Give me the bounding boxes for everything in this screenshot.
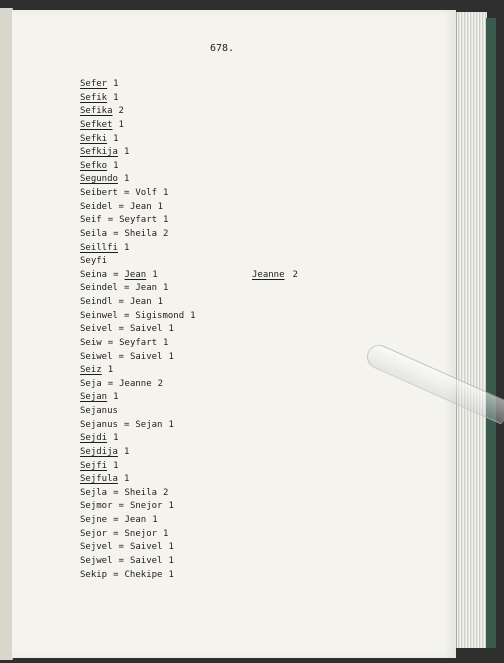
entry-count: 1 <box>163 215 169 226</box>
index-entry <box>80 133 196 147</box>
entry-name: Seibert <box>80 188 118 198</box>
entry-count: 2 <box>157 378 164 389</box>
entry-name: Sejfi <box>80 460 108 471</box>
equals-sign: = <box>113 269 119 280</box>
index-entry <box>80 364 196 378</box>
entry-equivalent: Chekipe <box>124 569 163 580</box>
entry-equivalent: Sejan <box>135 419 163 430</box>
entry-name: Sejor <box>80 528 108 539</box>
entry-equivalent: Jeanne <box>119 378 152 389</box>
entry-name: Seiz <box>80 365 102 376</box>
index-entry <box>80 228 196 242</box>
entry-name: Seila <box>80 228 108 239</box>
entry-count: 2 <box>163 228 169 239</box>
entry-count: 1 <box>152 515 158 525</box>
entry-count: 1 <box>163 528 169 539</box>
entry-count: 1 <box>163 188 169 198</box>
entry-equivalent: Jean <box>135 283 158 294</box>
index-entry <box>80 460 196 474</box>
equals-sign: = <box>107 337 114 348</box>
entry-count: 1 <box>113 79 119 89</box>
entry-equivalent: Volf <box>135 188 158 198</box>
book-cover-edge <box>486 18 496 648</box>
equals-sign: = <box>118 542 124 553</box>
entry-name: Sefika <box>80 106 113 117</box>
entry-equivalent: Jean <box>129 201 152 212</box>
entry-equivalent: Sigismond <box>135 310 185 321</box>
index-entry <box>80 269 298 283</box>
equals-sign: = <box>123 283 130 294</box>
entry-name: Sejdi <box>80 433 108 444</box>
index-entry <box>80 337 196 351</box>
entry-count: 1 <box>168 351 174 362</box>
index-entry <box>80 310 196 324</box>
index-entry <box>80 351 196 365</box>
equals-sign: = <box>107 378 114 389</box>
entry-secondary-equivalent <box>252 269 298 283</box>
entry-count: 1 <box>168 419 174 430</box>
entry-name: Sefket <box>80 119 113 130</box>
entry-count: 1 <box>123 174 130 185</box>
index-entry <box>80 500 196 514</box>
entry-count: 1 <box>157 201 164 212</box>
entry-equivalent: Seyfart <box>119 215 158 226</box>
equals-sign: = <box>118 555 124 566</box>
index-entry <box>80 419 196 433</box>
secondary-name: Jeanne <box>252 269 285 280</box>
entry-equivalent: Saivel <box>129 542 163 553</box>
entry-equivalent: Seyfart <box>119 337 158 348</box>
entry-name: Sefer <box>80 79 108 89</box>
index-entry <box>80 255 196 269</box>
entry-equivalent: Sheila <box>124 228 158 239</box>
name-index-list <box>80 78 298 582</box>
entry-count: 1 <box>113 133 119 144</box>
entry-name: Sejdija <box>80 446 118 457</box>
index-entry <box>80 296 196 310</box>
entry-name: Sejanus <box>80 419 118 430</box>
entry-count: 1 <box>118 119 124 130</box>
entry-name: Sefki <box>80 133 108 144</box>
index-entry <box>80 214 196 228</box>
entry-count: 1 <box>113 433 119 444</box>
entry-count: 1 <box>113 460 119 471</box>
entry-count: 2 <box>163 487 169 498</box>
index-entry <box>80 323 196 337</box>
equals-sign: = <box>107 215 114 226</box>
entry-name: Sefik <box>80 92 108 103</box>
entry-count: 1 <box>123 242 130 253</box>
index-entry <box>80 446 196 460</box>
equals-sign: = <box>118 351 124 362</box>
entry-count: 1 <box>168 555 174 566</box>
entry-equivalent: Jean <box>124 269 147 280</box>
entry-equivalent: Saivel <box>129 555 163 566</box>
entry-count: 1 <box>113 160 119 171</box>
entry-name: Seja <box>80 378 102 389</box>
entry-name: Sefkija <box>80 147 118 158</box>
entry-name: Seiw <box>80 337 102 348</box>
index-entry <box>80 405 196 419</box>
entry-name: Sefko <box>80 160 108 171</box>
entry-count: 1 <box>123 446 130 457</box>
equals-sign: = <box>113 569 119 580</box>
entry-name: Sekip <box>80 569 108 580</box>
entry-count: 1 <box>123 147 130 158</box>
equals-sign: = <box>123 310 130 321</box>
document-page <box>12 10 456 658</box>
equals-sign: = <box>118 324 124 335</box>
index-entry <box>80 541 196 555</box>
entry-name: Seiwel <box>80 351 113 362</box>
entry-name: Seyfi <box>80 256 108 267</box>
entry-name: Sejanus <box>80 406 118 416</box>
index-entry <box>80 555 196 569</box>
index-entry <box>80 92 196 106</box>
equals-sign: = <box>118 201 124 212</box>
entry-equivalent: Sheila <box>124 487 158 498</box>
entry-count: 1 <box>152 269 158 280</box>
entry-name: Sejan <box>80 392 108 403</box>
index-entry <box>80 569 196 583</box>
entry-name: Sejwel <box>80 555 113 566</box>
index-entry <box>80 160 196 174</box>
page-number: 678. <box>210 43 235 54</box>
entry-count: 1 <box>113 392 119 403</box>
entry-name: Sejfula <box>80 474 118 485</box>
entry-name: Segundo <box>80 174 118 185</box>
index-entry <box>80 242 196 256</box>
entry-equivalent: Jean <box>129 297 152 307</box>
entry-count: 1 <box>163 283 169 294</box>
index-entry <box>80 473 196 487</box>
entry-name: Seidel <box>80 201 113 212</box>
entry-name: Seinwel <box>80 310 118 321</box>
equals-sign: = <box>113 228 119 239</box>
entry-equivalent: Saivel <box>129 324 163 335</box>
entry-count: 1 <box>168 501 174 512</box>
index-entry <box>80 378 196 392</box>
index-entry <box>80 146 196 160</box>
entry-name: Sejla <box>80 487 108 498</box>
index-entry <box>80 432 196 446</box>
entry-name: Seivel <box>80 324 113 335</box>
secondary-count: 2 <box>292 269 298 280</box>
entry-count: 1 <box>168 324 174 335</box>
equals-sign: = <box>123 188 130 198</box>
entry-count: 1 <box>107 365 114 376</box>
entry-count: 2 <box>118 106 124 117</box>
entry-name: Seif <box>80 215 102 226</box>
index-entry <box>80 528 196 542</box>
index-entry <box>80 119 196 133</box>
entry-count: 1 <box>113 92 119 103</box>
entry-name: Sejvel <box>80 542 113 553</box>
entry-count: 1 <box>168 542 174 553</box>
entry-equivalent: Snejor <box>129 501 163 512</box>
index-entry <box>80 78 196 92</box>
entry-equivalent: Snejor <box>124 528 158 539</box>
equals-sign: = <box>113 528 119 539</box>
entry-name: Seindl <box>80 297 113 307</box>
entry-count: 1 <box>123 474 130 485</box>
entry-count: 1 <box>157 297 164 307</box>
entry-count: 1 <box>163 337 169 348</box>
index-entry <box>80 282 196 296</box>
entry-equivalent: Jean <box>124 515 147 525</box>
entry-name: Sejne <box>80 515 108 525</box>
equals-sign: = <box>118 297 124 307</box>
entry-equivalent: Saivel <box>129 351 163 362</box>
index-entry <box>80 487 196 501</box>
entry-name: Seillfi <box>80 242 118 253</box>
index-entry <box>80 187 196 201</box>
index-entry <box>80 105 196 119</box>
index-entry <box>80 201 196 215</box>
equals-sign: = <box>113 487 119 498</box>
equals-sign: = <box>118 501 124 512</box>
index-entry <box>80 514 196 528</box>
index-entry <box>80 173 196 187</box>
book-page-block <box>456 12 487 648</box>
entry-count: 1 <box>168 569 174 580</box>
equals-sign: = <box>123 419 130 430</box>
entry-name: Seindel <box>80 283 118 294</box>
equals-sign: = <box>113 515 119 525</box>
entry-name: Seina <box>80 269 108 280</box>
entry-count: 1 <box>190 310 196 321</box>
entry-name: Sejmor <box>80 501 113 512</box>
index-entry <box>80 391 196 405</box>
